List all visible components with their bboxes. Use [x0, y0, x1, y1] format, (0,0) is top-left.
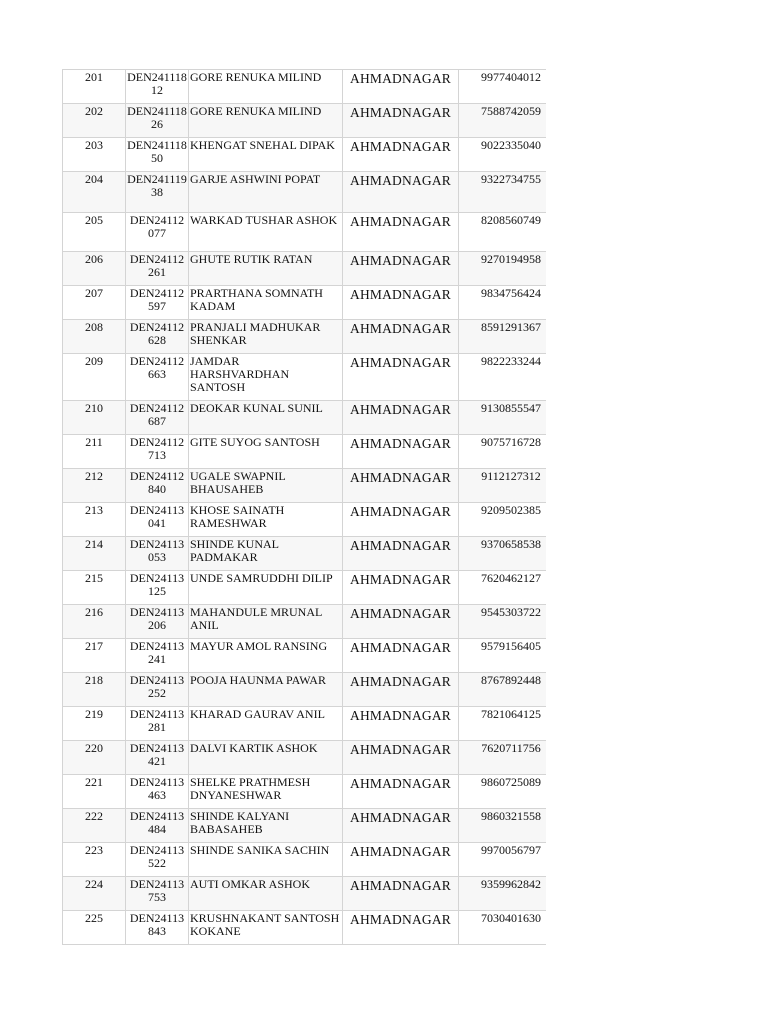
registration-id-cell: DEN24111826 [126, 104, 189, 138]
registration-id-cell: DEN24112713 [126, 435, 189, 469]
candidate-name-cell: UGALE SWAPNIL BHAUSAHEB [189, 469, 343, 503]
registration-id-cell: DEN24113281 [126, 707, 189, 741]
city-cell: AHMADNAGAR [343, 469, 459, 503]
serial-number-cell: 212 [63, 469, 126, 503]
table-row [63, 286, 547, 320]
city-cell: AHMADNAGAR [343, 843, 459, 877]
table-row [63, 707, 547, 741]
serial-number-cell: 219 [63, 707, 126, 741]
city-cell: AHMADNAGAR [343, 775, 459, 809]
registration-id-cell: DEN24111850 [126, 138, 189, 172]
city-cell: AHMADNAGAR [343, 172, 459, 213]
table-row [63, 877, 547, 911]
table-row [63, 435, 547, 469]
table-row [63, 252, 547, 286]
city-cell: AHMADNAGAR [343, 213, 459, 252]
phone-number-cell: 7588742059 [459, 104, 547, 138]
candidate-name-cell: GARJE ASHWINI POPAT [189, 172, 343, 213]
serial-number-cell: 221 [63, 775, 126, 809]
candidate-name-cell: POOJA HAUNMA PAWAR [189, 673, 343, 707]
serial-number-cell: 224 [63, 877, 126, 911]
serial-number-cell: 206 [63, 252, 126, 286]
registration-id-cell: DEN24113463 [126, 775, 189, 809]
phone-number-cell: 9370658538 [459, 537, 547, 571]
city-cell: AHMADNAGAR [343, 911, 459, 945]
registration-id-cell: DEN24113041 [126, 503, 189, 537]
candidate-name-cell: KHOSE SAINATH RAMESHWAR [189, 503, 343, 537]
phone-number-cell: 9860725089 [459, 775, 547, 809]
candidate-name-cell: GITE SUYOG SANTOSH [189, 435, 343, 469]
city-cell: AHMADNAGAR [343, 673, 459, 707]
phone-number-cell: 9322734755 [459, 172, 547, 213]
serial-number-cell: 201 [63, 70, 126, 104]
candidate-name-cell: MAYUR AMOL RANSING [189, 639, 343, 673]
table-row [63, 104, 547, 138]
registration-id-cell: DEN24112687 [126, 401, 189, 435]
table-row [63, 172, 547, 213]
phone-number-cell: 9860321558 [459, 809, 547, 843]
table-row [63, 469, 547, 503]
serial-number-cell: 213 [63, 503, 126, 537]
phone-number-cell: 7821064125 [459, 707, 547, 741]
table-row [63, 401, 547, 435]
phone-number-cell: 9130855547 [459, 401, 547, 435]
city-cell: AHMADNAGAR [343, 605, 459, 639]
candidate-name-cell: GORE RENUKA MILIND [189, 70, 343, 104]
candidate-name-cell: PRARTHANA SOMNATH KADAM [189, 286, 343, 320]
city-cell: AHMADNAGAR [343, 537, 459, 571]
registration-id-cell: DEN24112597 [126, 286, 189, 320]
city-cell: AHMADNAGAR [343, 138, 459, 172]
phone-number-cell: 9834756424 [459, 286, 547, 320]
candidate-name-cell: SHINDE KALYANI BABASAHEB [189, 809, 343, 843]
table-row [63, 911, 547, 945]
phone-number-cell: 9977404012 [459, 70, 547, 104]
serial-number-cell: 205 [63, 213, 126, 252]
serial-number-cell: 202 [63, 104, 126, 138]
candidate-name-cell: AUTI OMKAR ASHOK [189, 877, 343, 911]
phone-number-cell: 9359962842 [459, 877, 547, 911]
candidate-name-cell: PRANJALI MADHUKAR SHENKAR [189, 320, 343, 354]
phone-number-cell: 9075716728 [459, 435, 547, 469]
city-cell: AHMADNAGAR [343, 503, 459, 537]
registration-id-cell: DEN24111812 [126, 70, 189, 104]
candidate-name-cell: DEOKAR KUNAL SUNIL [189, 401, 343, 435]
registration-id-cell: DEN24112663 [126, 354, 189, 401]
candidate-name-cell: MAHANDULE MRUNAL ANIL [189, 605, 343, 639]
serial-number-cell: 211 [63, 435, 126, 469]
city-cell: AHMADNAGAR [343, 354, 459, 401]
table-row [63, 809, 547, 843]
city-cell: AHMADNAGAR [343, 104, 459, 138]
candidate-name-cell: SHINDE KUNAL PADMAKAR [189, 537, 343, 571]
phone-number-cell: 9112127312 [459, 469, 547, 503]
table-row [63, 571, 547, 605]
table-row [63, 503, 547, 537]
serial-number-cell: 223 [63, 843, 126, 877]
candidate-name-cell: KHENGAT SNEHAL DIPAK [189, 138, 343, 172]
city-cell: AHMADNAGAR [343, 639, 459, 673]
table-row [63, 741, 547, 775]
phone-number-cell: 9970056797 [459, 843, 547, 877]
city-cell: AHMADNAGAR [343, 252, 459, 286]
serial-number-cell: 214 [63, 537, 126, 571]
city-cell: AHMADNAGAR [343, 286, 459, 320]
phone-number-cell: 9209502385 [459, 503, 547, 537]
registration-id-cell: DEN24112261 [126, 252, 189, 286]
registration-id-cell: DEN24112628 [126, 320, 189, 354]
registration-id-cell: DEN24113843 [126, 911, 189, 945]
city-cell: AHMADNAGAR [343, 401, 459, 435]
serial-number-cell: 225 [63, 911, 126, 945]
city-cell: AHMADNAGAR [343, 571, 459, 605]
table-row [63, 70, 547, 104]
phone-number-cell: 9270194958 [459, 252, 547, 286]
phone-number-cell: 9545303722 [459, 605, 547, 639]
city-cell: AHMADNAGAR [343, 70, 459, 104]
phone-number-cell: 8591291367 [459, 320, 547, 354]
city-cell: AHMADNAGAR [343, 707, 459, 741]
table-row [63, 354, 547, 401]
phone-number-cell: 7620711756 [459, 741, 547, 775]
candidate-name-cell: WARKAD TUSHAR ASHOK [189, 213, 343, 252]
serial-number-cell: 215 [63, 571, 126, 605]
records-table [62, 69, 546, 945]
serial-number-cell: 222 [63, 809, 126, 843]
serial-number-cell: 204 [63, 172, 126, 213]
registration-id-cell: DEN24113421 [126, 741, 189, 775]
serial-number-cell: 209 [63, 354, 126, 401]
serial-number-cell: 210 [63, 401, 126, 435]
candidate-name-cell: GHUTE RUTIK RATAN [189, 252, 343, 286]
candidate-name-cell: UNDE SAMRUDDHI DILIP [189, 571, 343, 605]
serial-number-cell: 203 [63, 138, 126, 172]
records-table-body [63, 70, 547, 945]
city-cell: AHMADNAGAR [343, 320, 459, 354]
phone-number-cell: 7030401630 [459, 911, 547, 945]
table-row [63, 537, 547, 571]
phone-number-cell: 9022335040 [459, 138, 547, 172]
candidate-name-cell: SHELKE PRATHMESH DNYANESHWAR [189, 775, 343, 809]
table-row [63, 673, 547, 707]
registration-id-cell: DEN24113206 [126, 605, 189, 639]
phone-number-cell: 8208560749 [459, 213, 547, 252]
phone-number-cell: 8767892448 [459, 673, 547, 707]
table-row [63, 605, 547, 639]
serial-number-cell: 220 [63, 741, 126, 775]
candidate-name-cell: SHINDE SANIKA SACHIN [189, 843, 343, 877]
registration-id-cell: DEN24113522 [126, 843, 189, 877]
table-row [63, 775, 547, 809]
phone-number-cell: 7620462127 [459, 571, 547, 605]
table-row [63, 639, 547, 673]
serial-number-cell: 218 [63, 673, 126, 707]
registration-id-cell: DEN24113484 [126, 809, 189, 843]
candidate-name-cell: DALVI KARTIK ASHOK [189, 741, 343, 775]
table-row [63, 843, 547, 877]
registration-id-cell: DEN24112077 [126, 213, 189, 252]
city-cell: AHMADNAGAR [343, 435, 459, 469]
city-cell: AHMADNAGAR [343, 877, 459, 911]
registration-id-cell: DEN24113252 [126, 673, 189, 707]
serial-number-cell: 208 [63, 320, 126, 354]
registration-id-cell: DEN24113125 [126, 571, 189, 605]
candidate-name-cell: GORE RENUKA MILIND [189, 104, 343, 138]
phone-number-cell: 9822233244 [459, 354, 547, 401]
table-row [63, 138, 547, 172]
serial-number-cell: 207 [63, 286, 126, 320]
registration-id-cell: DEN24113053 [126, 537, 189, 571]
registration-id-cell: DEN24113753 [126, 877, 189, 911]
phone-number-cell: 9579156405 [459, 639, 547, 673]
serial-number-cell: 217 [63, 639, 126, 673]
candidate-name-cell: KRUSHNAKANT SANTOSH KOKANE [189, 911, 343, 945]
city-cell: AHMADNAGAR [343, 809, 459, 843]
city-cell: AHMADNAGAR [343, 741, 459, 775]
registration-id-cell: DEN24112840 [126, 469, 189, 503]
candidate-name-cell: KHARAD GAURAV ANIL [189, 707, 343, 741]
registration-id-cell: DEN24113241 [126, 639, 189, 673]
registration-id-cell: DEN24111938 [126, 172, 189, 213]
records-table-wrapper [62, 69, 546, 945]
table-row [63, 213, 547, 252]
candidate-name-cell: JAMDAR HARSHVARDHAN SANTOSH [189, 354, 343, 401]
table-row [63, 320, 547, 354]
serial-number-cell: 216 [63, 605, 126, 639]
